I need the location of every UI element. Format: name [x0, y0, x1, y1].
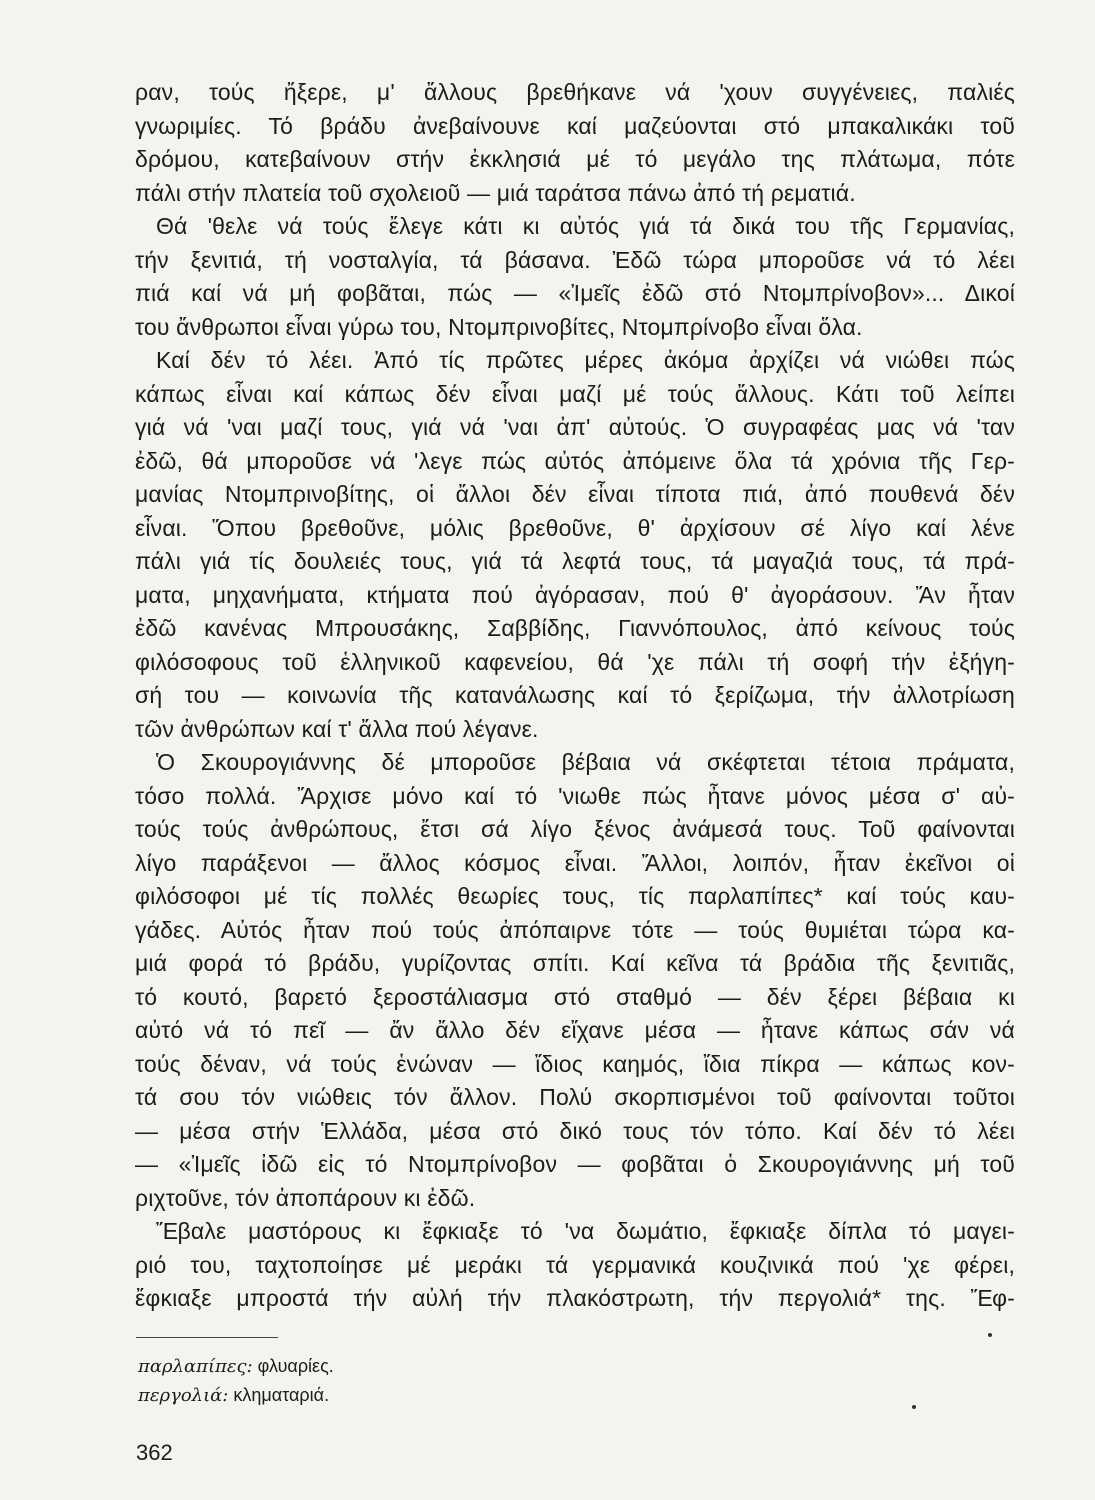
text-line: ριό του, ταχτοποίησε μέ μεράκι τά γερμανικά κουζινικά πού 'χε φέρει,	[135, 1251, 1015, 1278]
text-line: μανίας Ντομπρινοβίτης, οἱ ἄλλοι δέν εἶναι τίποτα πιά, ἀπό πουθενά δέν	[135, 481, 1015, 507]
print-speck	[912, 1405, 916, 1409]
text-line: κάπως εἶναι καί κάπως δέν εἶναι μαζί μέ τούς ἄλλους. Κάτι τοῦ λείπει	[135, 380, 1015, 407]
text-line: Καί δέν τό λέει. Ἀπό τίς πρῶτες μέρες ἀκόμα ἀρχίζει νά νιώθει πώς	[156, 347, 1015, 373]
text-line: τούς δέναν, νά τούς ἑνώναν — ἴδιος καημός, ἴδια πίκρα — κάπως κον-	[135, 1050, 1015, 1077]
text-line: φιλόσοφους τοῦ ἑλληνικοῦ καφενείου, θά 'χε πάλι τή σοφή τήν ἐξήγη-	[135, 648, 1015, 675]
text-line: ἐδῶ, θά μποροῦσε νά 'λεγε πώς αὐτός ἀπόμεινε ὅλα τά χρόνια τῆς Γερ-	[135, 447, 1015, 474]
text-line: ματα, μηχανήματα, κτήματα πού ἀγόρασαν, πού θ' ἀγοράσουν. Ἄν ἦταν	[135, 581, 1015, 608]
text-line: μιά φορά τό βράδυ, γυρίζοντας σπίτι. Καί κεῖνα τά βράδια τῆς ξενιτιᾶς,	[135, 950, 1015, 976]
text-line: δρόμου, κατεβαίνουν στήν ἐκκλησιά μέ τό μεγάλο της πλάτωμα, πότε	[135, 146, 1015, 172]
text-line: τό κουτό, βαρετό ξεροστάλιασμα στό σταθμό — δέν ξέρει βέβαια κι	[135, 983, 1015, 1010]
text-line: ἐδῶ κανένας Μπρουσάκης, Σαββίδης, Γιαννόπουλος, ἀπό κείνους τούς	[135, 615, 1015, 641]
text-line: Θά 'θελε νά τούς ἔλεγε κάτι κι αὐτός γιά τά δικά του τῆς Γερμανίας,	[156, 213, 1015, 239]
text-line: φιλόσοφοι μέ τίς πολλές θεωρίες τους, τίς παρλαπίπες* καί τούς καυ-	[135, 883, 1015, 909]
footnote-item	[138, 1381, 334, 1410]
text-line: ἔφκιαξε μπροστά τήν αὐλή τήν πλακόστρωτη, τήν περγολιά* της. Ἔφ-	[135, 1285, 1015, 1311]
footnote-definition: φλυαρίες.	[257, 1356, 334, 1376]
text-line: ριχτοῦνε, τόν ἀποπάρουν κι ἐδῶ.	[135, 1184, 476, 1211]
text-line: ραν, τούς ἤξερε, μ' ἄλλους βρεθήκανε νά 'χουν συγγένειες, παλιές	[135, 79, 1015, 105]
footnote-definition: κληματαριά.	[233, 1385, 330, 1405]
text-line: Ὁ Σκουρογιάννης δέ μποροῦσε βέβαια νά σκέφτεται τέτοια πράματα,	[156, 749, 1015, 775]
footnotes	[138, 1352, 334, 1410]
text-line: τήν ξενιτιά, τή νοσταλγία, τά βάσανα. Ἐδῶ τώρα μποροῦσε νά τό λέει	[135, 246, 1015, 273]
text-line: — μέσα στήν Ἑλλάδα, μέσα στό δικό τους τόν τόπο. Καί δέν τό λέει	[135, 1117, 1015, 1144]
print-speck	[988, 1333, 992, 1337]
text-line: εἶναι. Ὅπου βρεθοῦνε, μόλις βρεθοῦνε, θ' ἀρχίσουν σέ λίγο καί λένε	[135, 514, 1015, 541]
text-line: τούς τούς ἀνθρώπους, ἔτσι σά λίγο ξένος ἀνάμεσά τους. Τοῦ φαίνονται	[135, 816, 1015, 842]
footnote-term: περγολιά:	[138, 1385, 229, 1406]
footnote-term: παρλαπίπες:	[138, 1356, 253, 1377]
text-line: — «Ἰμεῖς ἰδῶ εἰς τό Ντομπρίνοβον — φοβᾶται ὁ Σκουρογιάννης μή τοῦ	[135, 1151, 1015, 1177]
text-line: τά σου τόν νιώθεις τόν ἄλλον. Πολύ σκορπισμένοι τοῦ φαίνονται τοῦτοι	[135, 1084, 1015, 1110]
text-line: γάδες. Αὐτός ἦταν πού τούς ἀπόπαιρνε τότε — τούς θυμιέται τώρα κα-	[135, 916, 1015, 943]
text-line: γιά νά 'ναι μαζί τους, γιά νά 'ναι ἀπ' αὐτούς. Ὁ συγραφέας μας νά 'ταν	[135, 414, 1015, 440]
text-line: πάλι στήν πλατεία τοῦ σχολειοῦ — μιά ταράτσα πάνω ἀπό τή ρεματιά.	[135, 179, 856, 206]
text-line: πιά καί νά μή φοβᾶται, πώς — «Ἰμεῖς ἐδῶ στό Ντομπρίνοβον»... Δικοί	[135, 280, 1015, 306]
text-line: πάλι γιά τίς δουλειές τους, γιά τά λεφτά τους, τά μαγαζιά τους, τά πρά-	[135, 548, 1015, 574]
text-line: του ἄνθρωποι εἶναι γύρω του, Ντομπρινοβίτες, Ντομπρίνοβο εἶναι ὅλα.	[135, 313, 863, 340]
footnote-item	[138, 1352, 334, 1381]
text-line: αὐτό νά τό πεῖ — ἄν ἄλλο δέν εἴχανε μέσα — ἦτανε κάπως σάν νά	[135, 1017, 1015, 1043]
text-line: Ἔβαλε μαστόρους κι ἔφκιαξε τό 'να δωμάτιο, ἔφκιαξε δίπλα τό μαγει-	[156, 1218, 1015, 1244]
text-line: λίγο παράξενοι — ἄλλος κόσμος εἶναι. Ἄλλοι, λοιπόν, ἦταν ἐκεῖνοι οἱ	[135, 849, 1015, 876]
footnote-divider	[136, 1337, 278, 1338]
text-line: τόσο πολλά. Ἄρχισε μόνο καί τό 'νιωθε πώς ἦτανε μόνος μέσα σ' αὐ-	[135, 782, 1015, 809]
body-text	[135, 76, 1015, 1316]
text-line: γνωριμίες. Τό βράδυ ἀνεβαίνουνε καί μαζεύονται στό μπακαλικάκι τοῦ	[135, 112, 1015, 139]
text-line: σή του — κοινωνία τῆς κατανάλωσης καί τό ξερίζωμα, τήν ἀλλοτρίωση	[135, 682, 1015, 708]
page-number: 362	[136, 1440, 173, 1465]
text-line: τῶν ἀνθρώπων καί τ' ἄλλα πού λέγανε.	[135, 715, 539, 742]
